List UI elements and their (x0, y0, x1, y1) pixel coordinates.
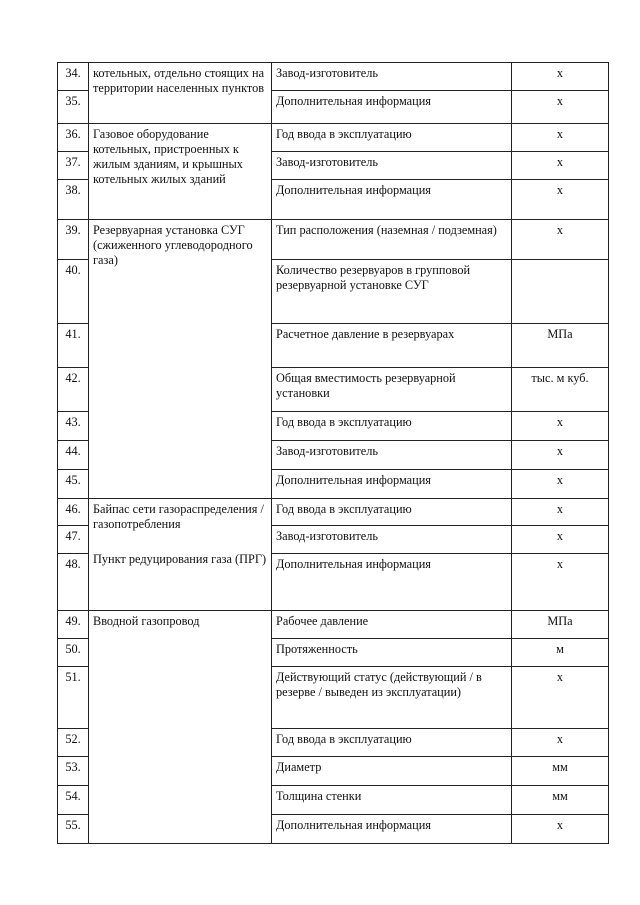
parameter-cell: Рабочее давление (272, 611, 512, 639)
row-number: 40. (58, 260, 89, 324)
parameter-cell: Количество резервуаров в групповой резервуарной установке СУГ (272, 260, 512, 324)
table-row (58, 63, 609, 91)
row-number: 48. (58, 554, 89, 611)
row-number: 54. (58, 786, 89, 815)
object-group-cell (89, 499, 272, 611)
parameter-cell: Действующий статус (действующий / в резерве / выведен из эксплуатации) (272, 667, 512, 729)
row-number: 41. (58, 324, 89, 368)
row-number: 36. (58, 124, 89, 152)
unit-cell: х (512, 667, 609, 729)
equipment-parameters-table (57, 62, 609, 844)
unit-cell: х (512, 152, 609, 180)
row-number: 44. (58, 441, 89, 470)
row-number: 46. (58, 499, 89, 526)
unit-cell: х (512, 526, 609, 554)
unit-cell: х (512, 124, 609, 152)
parameter-cell: Завод-изготовитель (272, 441, 512, 470)
parameter-cell: Дополнительная информация (272, 470, 512, 499)
row-number: 34. (58, 63, 89, 91)
table-row (58, 124, 609, 152)
parameter-cell: Завод-изготовитель (272, 63, 512, 91)
unit-cell: х (512, 63, 609, 91)
parameter-cell: Год ввода в эксплуатацию (272, 412, 512, 441)
unit-cell: мм (512, 757, 609, 786)
unit-cell: х (512, 441, 609, 470)
row-number: 49. (58, 611, 89, 639)
row-number: 42. (58, 368, 89, 412)
parameter-cell: Протяженность (272, 639, 512, 667)
object-group-title: Байпас сети газораспределения / газопотребления (93, 502, 264, 531)
row-number: 39. (58, 220, 89, 260)
row-number: 35. (58, 91, 89, 124)
parameter-cell: Завод-изготовитель (272, 526, 512, 554)
parameter-cell: Дополнительная информация (272, 554, 512, 611)
row-number: 38. (58, 180, 89, 220)
row-number: 37. (58, 152, 89, 180)
unit-cell: х (512, 729, 609, 757)
parameter-cell: Дополнительная информация (272, 815, 512, 844)
unit-cell: х (512, 470, 609, 499)
parameter-cell: Дополнительная информация (272, 180, 512, 220)
unit-cell: мм (512, 786, 609, 815)
unit-cell: х (512, 180, 609, 220)
parameter-cell: Год ввода в эксплуатацию (272, 499, 512, 526)
table-row (58, 499, 609, 526)
unit-cell: х (512, 499, 609, 526)
row-number: 53. (58, 757, 89, 786)
unit-cell: тыс. м куб. (512, 368, 609, 412)
unit-cell: х (512, 554, 609, 611)
parameter-cell: Год ввода в эксплуатацию (272, 729, 512, 757)
object-group-subtitle: Пункт редуцирования газа (ПРГ) (93, 552, 267, 566)
object-group-cell: котельных, отдельно стоящих на территории населенных пунктов (89, 63, 272, 124)
parameter-cell: Год ввода в эксплуатацию (272, 124, 512, 152)
row-number: 45. (58, 470, 89, 499)
object-group-cell: Газовое оборудование котельных, пристроенных к жилым зданиям, и крышных котельных жилых зданий (89, 124, 272, 220)
unit-cell: МПа (512, 611, 609, 639)
row-number: 52. (58, 729, 89, 757)
table-row (58, 611, 609, 639)
row-number: 50. (58, 639, 89, 667)
row-number: 51. (58, 667, 89, 729)
unit-cell: м (512, 639, 609, 667)
table-row (58, 220, 609, 260)
unit-cell: х (512, 91, 609, 124)
row-number: 47. (58, 526, 89, 554)
parameter-cell: Диаметр (272, 757, 512, 786)
object-group-cell: Вводной газопровод (89, 611, 272, 844)
parameter-cell: Дополнительная информация (272, 91, 512, 124)
parameter-cell: Общая вместимость резервуарной установки (272, 368, 512, 412)
unit-cell: х (512, 815, 609, 844)
unit-cell: МПа (512, 324, 609, 368)
parameter-cell: Тип расположения (наземная / подземная) (272, 220, 512, 260)
parameter-cell: Толщина стенки (272, 786, 512, 815)
row-number: 43. (58, 412, 89, 441)
unit-cell: х (512, 412, 609, 441)
unit-cell (512, 260, 609, 324)
parameter-cell: Расчетное давление в резервуарах (272, 324, 512, 368)
row-number: 55. (58, 815, 89, 844)
unit-cell: х (512, 220, 609, 260)
object-group-cell: Резервуарная установка СУГ (сжиженного углеводородного газа) (89, 220, 272, 499)
parameter-cell: Завод-изготовитель (272, 152, 512, 180)
